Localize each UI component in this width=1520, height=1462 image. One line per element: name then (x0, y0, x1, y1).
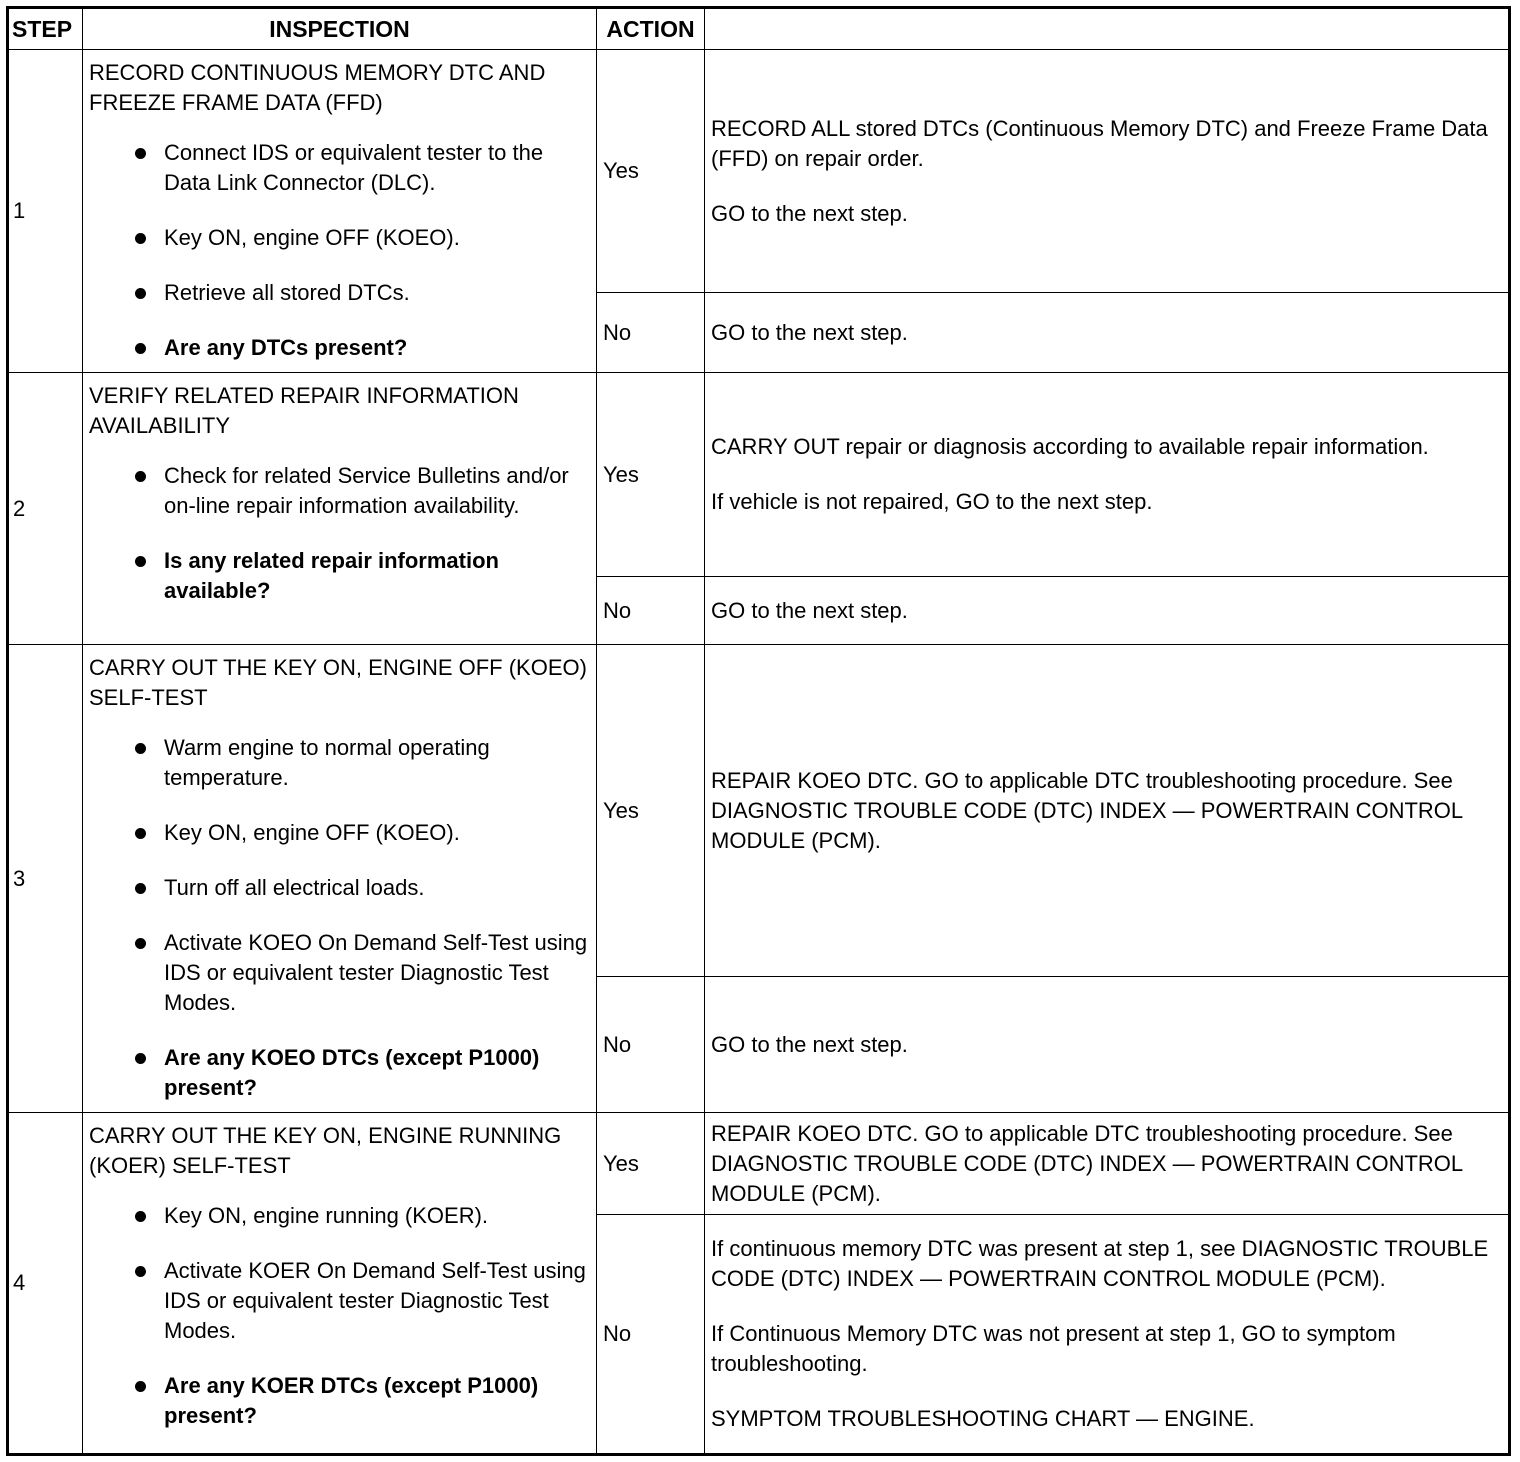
action-paragraph: If vehicle is not repaired, GO to the next step. (711, 489, 1153, 514)
bullet-item: Warm engine to normal operating temperature. (131, 733, 592, 793)
answer-no: No (597, 577, 705, 645)
bullet-item: Activate KOEO On Demand Self-Test using IDS or equivalent tester Diagnostic Test Modes. (131, 928, 592, 1018)
inspection-title: CARRY OUT THE KEY ON, ENGINE OFF (KOEO) SELF-TEST (89, 655, 587, 710)
step-row-3-yes (8, 645, 1510, 977)
action-yes (705, 50, 1510, 293)
bullet-item: Check for related Service Bulletins and/or on-line repair information availability. (131, 461, 592, 521)
inspection-question: Are any KOEO DTCs (except P1000) present? (131, 1043, 592, 1103)
action-paragraph: SYMPTOM TROUBLESHOOTING CHART — ENGINE. (711, 1406, 1255, 1431)
step-number: 3 (8, 645, 83, 1113)
header-result (705, 8, 1510, 50)
header-inspection: INSPECTION (83, 8, 597, 50)
action-paragraph: GO to the next step. (711, 1031, 908, 1057)
action-yes (705, 373, 1510, 577)
inspection-title: VERIFY RELATED REPAIR INFORMATION AVAILABILITY (89, 383, 519, 438)
answer-no: No (597, 1215, 705, 1455)
inspection-title: CARRY OUT THE KEY ON, ENGINE RUNNING (KOER) SELF-TEST (89, 1123, 562, 1178)
answer-no: No (597, 977, 705, 1113)
inspection-question: Are any DTCs present? (131, 333, 592, 363)
bullet-item: Retrieve all stored DTCs. (131, 278, 592, 308)
step-row-1-yes (8, 50, 1510, 293)
action-paragraph: If Continuous Memory DTC was not present at step 1, GO to symptom troubleshooting. (711, 1321, 1396, 1376)
action-no (705, 293, 1510, 373)
bullet-item: Key ON, engine OFF (KOEO). (131, 223, 592, 253)
step-inspection (83, 50, 597, 373)
inspection-bullets (89, 733, 592, 1103)
bullet-item: Key ON, engine OFF (KOEO). (131, 818, 592, 848)
answer-yes: Yes (597, 373, 705, 577)
answer-yes: Yes (597, 1113, 705, 1215)
step-number: 4 (8, 1113, 83, 1455)
action-paragraph: GO to the next step. (711, 597, 908, 623)
action-paragraph: CARRY OUT repair or diagnosis according to available repair information. (711, 434, 1429, 459)
bullet-item: Connect IDS or equivalent tester to the Data Link Connector (DLC). (131, 138, 592, 198)
header-row (8, 8, 1510, 50)
action-yes (705, 1113, 1510, 1215)
step-number: 1 (8, 50, 83, 373)
action-paragraph: GO to the next step. (711, 200, 908, 226)
inspection-bullets (89, 461, 592, 606)
inspection-bullets (89, 138, 592, 363)
inspection-question: Is any related repair information available? (131, 546, 592, 606)
diagnostic-table (6, 6, 1511, 1456)
action-no (705, 1215, 1510, 1455)
action-paragraph: GO to the next step. (711, 319, 908, 345)
step-row-2-yes (8, 373, 1510, 577)
action-yes (705, 645, 1510, 977)
answer-yes: Yes (597, 645, 705, 977)
answer-yes: Yes (597, 50, 705, 293)
answer-no: No (597, 293, 705, 373)
action-no (705, 977, 1510, 1113)
step-inspection (83, 1113, 597, 1455)
action-paragraph: REPAIR KOEO DTC. GO to applicable DTC troubleshooting procedure. See DIAGNOSTIC TROUBLE CODE (DTC) INDEX — POWERTRAIN CONTROL MODULE (PCM). (711, 1120, 1463, 1206)
step-number: 2 (8, 373, 83, 645)
action-paragraph: If continuous memory DTC was present at step 1, see DIAGNOSTIC TROUBLE CODE (DTC) INDEX — POWERTRAIN CONTROL MODULE (PCM). (711, 1236, 1489, 1291)
bullet-item: Turn off all electrical loads. (131, 873, 592, 903)
inspection-bullets (89, 1201, 592, 1431)
step-row-4-yes (8, 1113, 1510, 1215)
header-step: STEP (8, 8, 83, 50)
step-inspection (83, 645, 597, 1113)
bullet-item: Activate KOER On Demand Self-Test using IDS or equivalent tester Diagnostic Test Modes. (131, 1256, 592, 1346)
action-paragraph: RECORD ALL stored DTCs (Continuous Memory DTC) and Freeze Frame Data (FFD) on repair order. (711, 115, 1488, 171)
action-no (705, 577, 1510, 645)
bullet-item: Key ON, engine running (KOER). (131, 1201, 592, 1231)
inspection-question: Are any KOER DTCs (except P1000) present? (131, 1371, 592, 1431)
step-inspection (83, 373, 597, 645)
inspection-title: RECORD CONTINUOUS MEMORY DTC AND FREEZE FRAME DATA (FFD) (89, 60, 546, 115)
action-paragraph: REPAIR KOEO DTC. GO to applicable DTC troubleshooting procedure. See DIAGNOSTIC TROUBLE CODE (DTC) INDEX — POWERTRAIN CONTROL MODULE (PCM). (711, 767, 1463, 853)
header-action: ACTION (597, 8, 705, 50)
